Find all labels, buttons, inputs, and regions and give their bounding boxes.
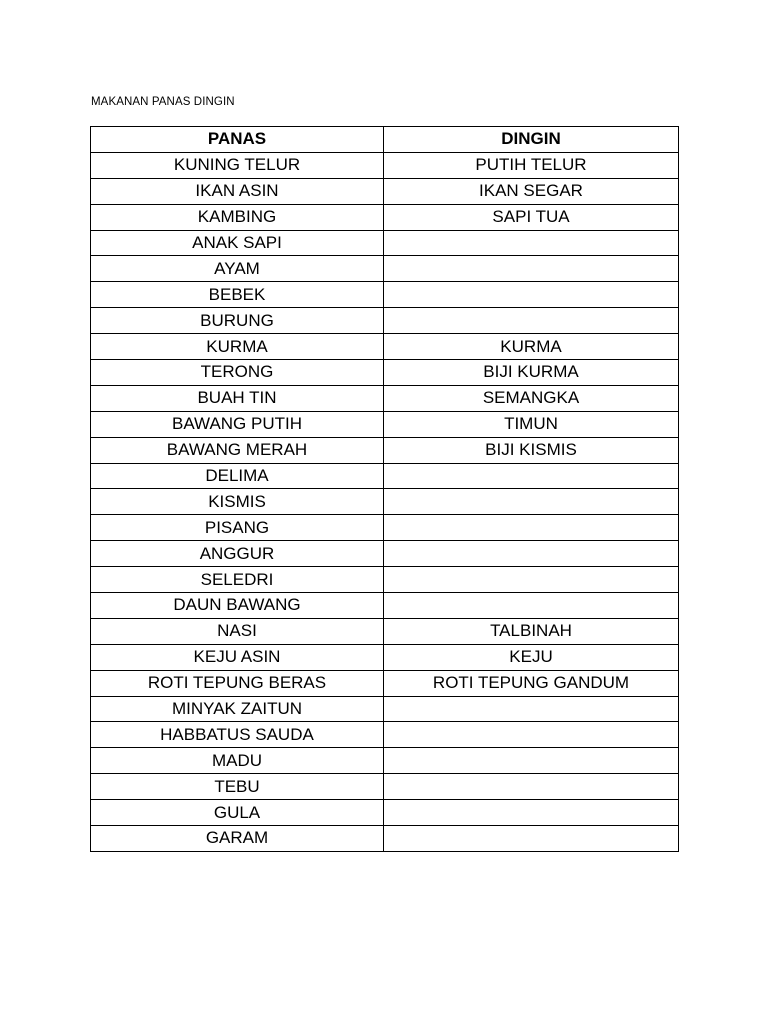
cell-dingin: IKAN SEGAR	[384, 178, 679, 204]
table-row	[91, 670, 679, 696]
cell-dingin: SEMANGKA	[384, 385, 679, 411]
cell-dingin: TIMUN	[384, 411, 679, 437]
table-row	[91, 618, 679, 644]
cell-dingin	[384, 826, 679, 852]
column-header-panas: PANAS	[91, 127, 384, 153]
table-row	[91, 593, 679, 619]
cell-dingin	[384, 748, 679, 774]
table-row	[91, 178, 679, 204]
table-row	[91, 774, 679, 800]
cell-panas: KURMA	[91, 334, 384, 360]
cell-panas: KUNING TELUR	[91, 152, 384, 178]
cell-panas: BURUNG	[91, 308, 384, 334]
cell-dingin	[384, 282, 679, 308]
cell-panas: AYAM	[91, 256, 384, 282]
cell-dingin	[384, 722, 679, 748]
table-row	[91, 152, 679, 178]
cell-dingin	[384, 308, 679, 334]
table-row	[91, 463, 679, 489]
cell-panas: TERONG	[91, 360, 384, 386]
table-row	[91, 567, 679, 593]
cell-dingin	[384, 800, 679, 826]
cell-dingin	[384, 541, 679, 567]
cell-panas: NASI	[91, 618, 384, 644]
table-row	[91, 748, 679, 774]
cell-panas: IKAN ASIN	[91, 178, 384, 204]
cell-dingin: BIJI KISMIS	[384, 437, 679, 463]
cell-panas: PISANG	[91, 515, 384, 541]
cell-panas: BUAH TIN	[91, 385, 384, 411]
cell-dingin: KURMA	[384, 334, 679, 360]
table-row	[91, 385, 679, 411]
cell-dingin: SAPI TUA	[384, 204, 679, 230]
cell-panas: KAMBING	[91, 204, 384, 230]
table-row	[91, 204, 679, 230]
table-row	[91, 489, 679, 515]
cell-dingin: ROTI TEPUNG GANDUM	[384, 670, 679, 696]
cell-dingin	[384, 489, 679, 515]
table-header-row	[91, 127, 679, 153]
column-header-dingin: DINGIN	[384, 127, 679, 153]
cell-panas: DELIMA	[91, 463, 384, 489]
cell-panas: ANAK SAPI	[91, 230, 384, 256]
table-body	[91, 152, 679, 851]
table-row	[91, 256, 679, 282]
cell-panas: KEJU ASIN	[91, 644, 384, 670]
table-row	[91, 437, 679, 463]
table-row	[91, 826, 679, 852]
table-row	[91, 230, 679, 256]
food-table	[90, 126, 679, 852]
cell-dingin	[384, 696, 679, 722]
table-row	[91, 308, 679, 334]
cell-panas: BEBEK	[91, 282, 384, 308]
cell-panas: ANGGUR	[91, 541, 384, 567]
cell-dingin	[384, 774, 679, 800]
cell-panas: MADU	[91, 748, 384, 774]
cell-dingin: BIJI KURMA	[384, 360, 679, 386]
table-row	[91, 800, 679, 826]
cell-panas: DAUN BAWANG	[91, 593, 384, 619]
cell-dingin	[384, 515, 679, 541]
table-row	[91, 360, 679, 386]
cell-panas: BAWANG PUTIH	[91, 411, 384, 437]
table-row	[91, 411, 679, 437]
cell-dingin	[384, 463, 679, 489]
cell-dingin: TALBINAH	[384, 618, 679, 644]
table-row	[91, 282, 679, 308]
table-row	[91, 696, 679, 722]
cell-dingin	[384, 230, 679, 256]
table-row	[91, 515, 679, 541]
table-row	[91, 334, 679, 360]
cell-dingin: KEJU	[384, 644, 679, 670]
cell-panas: GARAM	[91, 826, 384, 852]
cell-panas: HABBATUS SAUDA	[91, 722, 384, 748]
cell-panas: BAWANG MERAH	[91, 437, 384, 463]
cell-dingin	[384, 256, 679, 282]
cell-panas: SELEDRI	[91, 567, 384, 593]
cell-panas: KISMIS	[91, 489, 384, 515]
cell-dingin	[384, 567, 679, 593]
cell-panas: ROTI TEPUNG BERAS	[91, 670, 384, 696]
cell-panas: GULA	[91, 800, 384, 826]
table-row	[91, 644, 679, 670]
cell-panas: TEBU	[91, 774, 384, 800]
cell-panas: MINYAK ZAITUN	[91, 696, 384, 722]
document-title: MAKANAN PANAS DINGIN	[91, 96, 235, 108]
table-row	[91, 722, 679, 748]
cell-dingin	[384, 593, 679, 619]
table-row	[91, 541, 679, 567]
cell-dingin: PUTIH TELUR	[384, 152, 679, 178]
